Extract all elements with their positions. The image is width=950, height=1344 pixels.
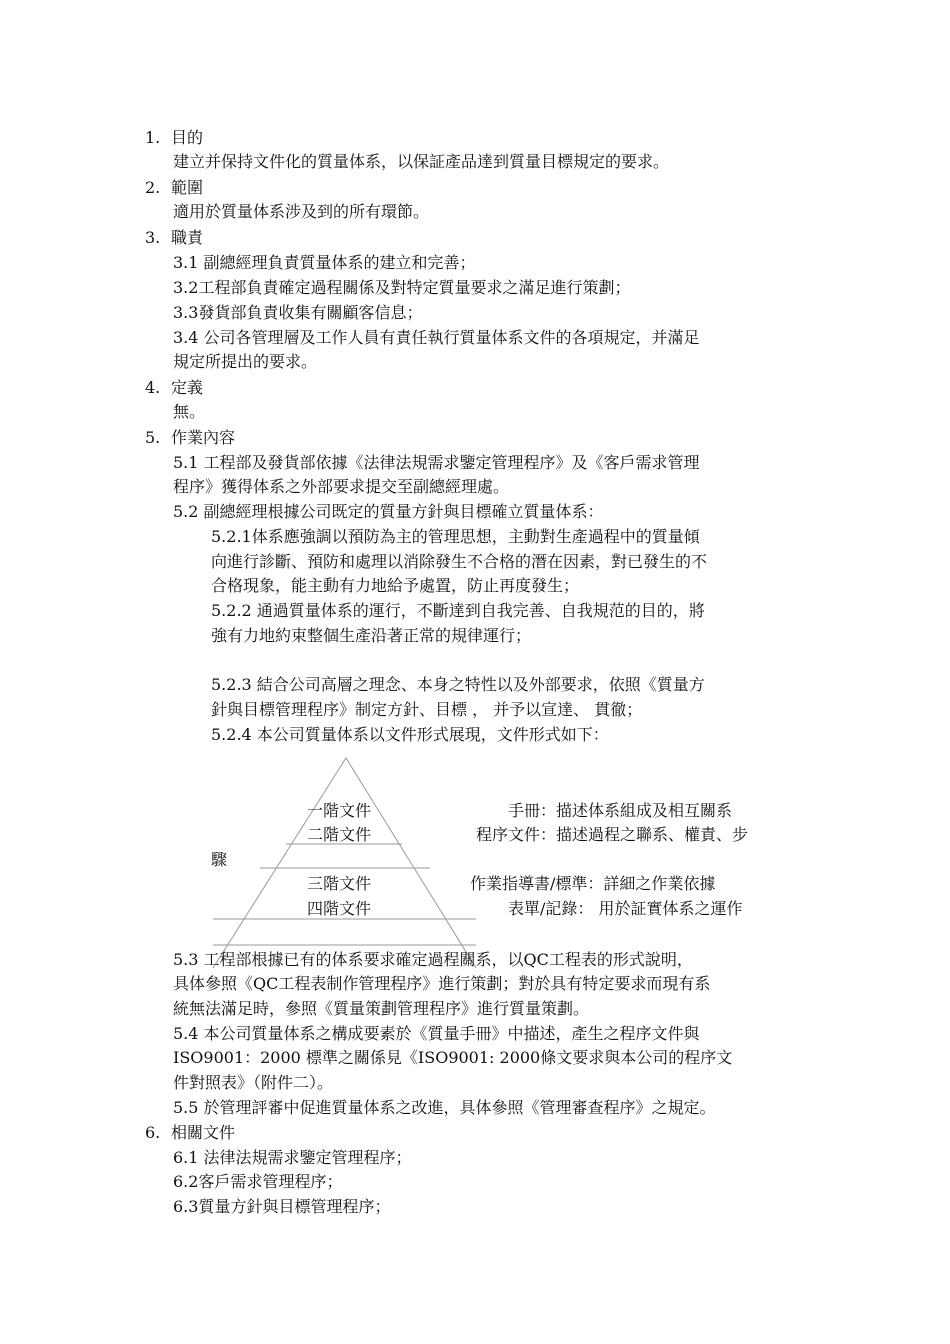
list-item: 程序》獲得体系之外部要求提交至副總經理處。 <box>173 477 510 496</box>
pyramid-level-1: 一階文件 <box>307 801 372 820</box>
section-title: 範圍 <box>171 178 204 197</box>
list-item: 合格現象，能主動有力地給予處置，防止再度發生； <box>211 576 580 595</box>
section-number: 1. <box>145 128 161 147</box>
section-6-heading <box>145 1121 235 1145</box>
pyramid-desc-2-overflow: 驟 <box>211 850 228 869</box>
list-item: 6.1 法律法規需求鑒定管理程序； <box>173 1148 412 1167</box>
list-item: 統無法滿足時，參照《質量策劃管理程序》進行質量策劃。 <box>173 999 590 1018</box>
list-item: 3.2工程部負責確定過程關係及對特定質量要求之滿足進行策劃； <box>173 278 631 297</box>
list-item: 5.2 副總經理根據公司既定的質量方針與目標確立質量体系： <box>173 502 604 521</box>
pyramid-desc-2: 程序文件：描述過程之聯系、權責、步 <box>476 825 749 844</box>
section-title: 相關文件 <box>171 1123 236 1142</box>
list-item: 5.3 工程部根據已有的体系要求確定過程關系，以QC工程表的形式說明， <box>173 950 693 969</box>
list-item: ISO9001：2000 標準之關係見《ISO9001: 2000條文要求與本公司的程序文 <box>173 1048 733 1067</box>
section-title: 定義 <box>171 378 204 397</box>
list-item: 5.2.3 結合公司高層之理念、本身之特性以及外部要求，依照《質量方 <box>211 675 705 694</box>
list-item: 5.4 本公司質量体系之構成要素於《質量手冊》中描述，產生之程序文件與 <box>173 1024 700 1043</box>
pyramid-outline <box>213 758 476 968</box>
list-item: 3.1 副總經理負責質量体系的建立和完善； <box>173 253 476 272</box>
list-item: 件對照表》（附件二）。 <box>173 1073 334 1092</box>
pyramid-desc-4: 表單/記錄： 用於証實体系之運作 <box>508 899 743 918</box>
list-item: 5.2.1体系應強調以預防為主的管理思想，主動對生產過程中的質量傾 <box>211 527 700 546</box>
section-number: 6. <box>145 1123 161 1142</box>
section-2-body: 適用於質量体系涉及到的所有環節。 <box>173 202 430 221</box>
section-1-body: 建立并保持文件化的質量体系，以保証產品達到質量目標規定的要求。 <box>173 152 670 171</box>
section-4-body: 無。 <box>173 402 206 421</box>
list-item: 5.2.2 通過質量体系的運行，不斷達到自我完善、自我規范的目的，將 <box>211 601 705 620</box>
pyramid-desc-3: 作業指導書/標準：詳細之作業依據 <box>470 874 716 893</box>
pyramid-desc-1: 手冊：描述体系組成及相互關系 <box>508 801 733 820</box>
list-item: 5.2.4 本公司質量体系以文件形式展現，文件形式如下： <box>211 725 609 744</box>
section-title: 作業內容 <box>171 428 236 447</box>
list-item: 具体參照《QC工程表制作管理程序》進行策劃；對於具有特定要求而現有系 <box>173 974 711 993</box>
section-number: 2. <box>145 178 161 197</box>
list-item: 3.3發貨部負責收集有關顧客信息； <box>173 303 423 322</box>
pyramid-level-4: 四階文件 <box>307 899 372 918</box>
pyramid-level-2: 二階文件 <box>307 825 372 844</box>
list-item: 強有力地約束整個生產沿著正常的規律運行； <box>211 626 532 645</box>
pyramid-level-3: 三階文件 <box>307 874 372 893</box>
list-item: 6.2客戶需求管理程序； <box>173 1172 343 1191</box>
section-number: 4. <box>145 378 161 397</box>
section-title: 職責 <box>171 228 204 247</box>
list-item: 針與目標管理程序》制定方針、目標 ， 并予以宣達、 貫徹； <box>211 700 643 719</box>
section-number: 3. <box>145 228 161 247</box>
list-item: 5.1 工程部及發貨部依據《法律法規需求鑒定管理程序》及《客戶需求管理 <box>173 453 700 472</box>
list-item: 3.4 公司各管理層及工作人員有責任執行質量体系文件的各項規定，并滿足 <box>173 328 700 347</box>
list-item: 向進行診斷、預防和處理以消除發生不合格的潛在因素，對已發生的不 <box>211 552 708 571</box>
section-number: 5. <box>145 428 161 447</box>
list-item: 5.5 於管理評審中促進質量体系之改進，具体參照《管理審查程序》之規定。 <box>173 1098 716 1117</box>
list-item: 6.3質量方針與目標管理程序； <box>173 1197 391 1216</box>
list-item: 規定所提出的要求。 <box>173 352 318 371</box>
section-title: 目的 <box>171 128 204 147</box>
